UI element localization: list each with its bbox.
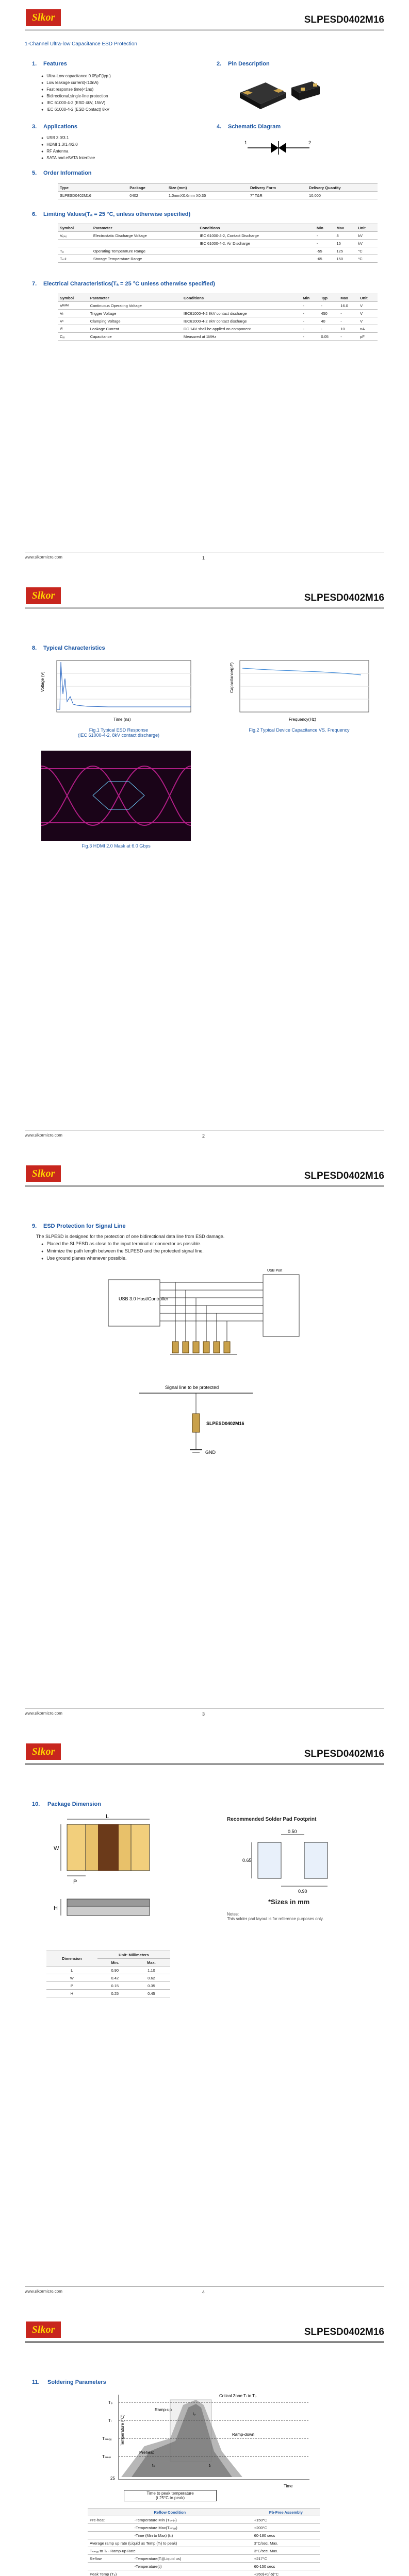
table-row: [58, 232, 378, 240]
table-cell: Reflow: [88, 2555, 133, 2563]
table-cell: [198, 255, 315, 263]
table-header: Size (mm): [167, 184, 248, 192]
device-label: SLPESD0402M16: [206, 1421, 244, 1426]
ts-label: tₛ: [152, 2463, 155, 2468]
page-2: [0, 578, 409, 1156]
table-cell: 7" T&R: [248, 192, 307, 199]
table-cell: SLPESD0402M16: [58, 192, 127, 199]
notes: Notes: This solder pad layout is for reference purposes only.: [227, 1912, 324, 1921]
table-cell: 3°C/sec. Max.: [252, 2547, 320, 2555]
table-cell: 15: [335, 240, 356, 247]
table-cell: Capacitance: [88, 333, 182, 341]
usb-port-label: USB Port: [267, 1269, 283, 1273]
table-cell: kV: [356, 232, 378, 240]
footer-url-link[interactable]: www.slkormicro.com: [25, 555, 62, 560]
part-number: SLPESD0402M16: [304, 1171, 384, 1181]
table-cell: 0.15: [97, 1982, 133, 1990]
table-cell: Tₐ: [58, 247, 91, 255]
table-row: [58, 333, 378, 341]
list-item: ● SATA and eSATA Interface: [41, 155, 95, 162]
table-cell: -: [319, 302, 338, 310]
table-cell: Leakage Current: [88, 325, 182, 333]
table-cell: V: [358, 310, 378, 317]
table-cell: 0402: [127, 192, 167, 199]
table-cell: 0.45: [133, 1990, 170, 1997]
table-cell: Pre-heat: [88, 2516, 133, 2524]
table-header: Max: [335, 224, 356, 232]
table-cell: Electrostatic Discharge Voltage: [91, 232, 198, 240]
list-item: ● USB 3.0/3.1: [41, 135, 95, 142]
table-cell: IEC61000-4-2 8kV contact discharge: [182, 317, 301, 325]
section-applications: 3. Applications: [32, 124, 78, 130]
table-cell: V: [358, 317, 378, 325]
table-header: Conditions: [198, 224, 315, 232]
table-cell: [88, 2563, 133, 2570]
schematic-diagram: [242, 135, 315, 161]
table-header: Max.: [133, 1959, 170, 1967]
header-rule: [25, 1185, 384, 1187]
y-axis-label: Voltage (V): [40, 671, 45, 692]
table-cell: Clamping Voltage: [88, 317, 182, 325]
table-header: Type: [58, 184, 127, 192]
tp-label: Tₚ: [108, 2400, 113, 2405]
dim-p-label: P: [73, 1879, 77, 1885]
table-cell: -Time (Min to Max) (tₛ): [133, 2532, 252, 2539]
t25-label: 25: [110, 2476, 115, 2481]
table-cell: -: [301, 325, 319, 333]
table-row: [46, 1982, 170, 1990]
list-item: ● Use ground planes whenever possible.: [41, 1255, 204, 1262]
table-cell: [198, 247, 315, 255]
table-cell: -Temperature(tₗ): [133, 2563, 252, 2570]
table-row: [58, 192, 378, 199]
package-image: [235, 72, 322, 113]
table-header: Conditions: [182, 294, 301, 302]
table-header: Delivery Quantity: [307, 184, 378, 192]
section-package-dimension: 10. Package Dimension: [32, 1801, 101, 1807]
brand-logo: Slkor: [26, 2321, 61, 2338]
header-rule: [25, 29, 384, 30]
page-number: 1: [202, 555, 205, 561]
table-header: Delivery Form: [248, 184, 307, 192]
section-limiting-values: 6. Limiting Values(Tₐ = 25 °C, unless otherwise specified): [32, 211, 191, 217]
page-4: [0, 1734, 409, 2312]
list-item: ● Minimize the path length between the SLPESD and the protected signal line.: [41, 1248, 204, 1255]
hdmi-eye-diagram: [41, 751, 191, 841]
table-row: [58, 325, 378, 333]
footprint-drawing: [242, 1827, 356, 1894]
table-row: [88, 2570, 320, 2576]
table-row: [46, 1974, 170, 1982]
features-list: [41, 73, 111, 113]
table-header: Min: [301, 294, 319, 302]
table-cell: 450: [319, 310, 338, 317]
list-item: ● Placed the SLPESD as close to the input terminal or connector as possible.: [41, 1241, 204, 1248]
table-cell: Measured at 1MHz: [182, 333, 301, 341]
brand-logo: Slkor: [26, 1165, 61, 1182]
table-cell: -Temperature Max(Tₛₘₐₓ): [133, 2524, 252, 2532]
page-3: [0, 1156, 409, 1734]
header-rule: [25, 607, 384, 608]
table-header: Dimension: [46, 1951, 97, 1967]
section-esd-protection: 9. ESD Protection for Signal Line: [32, 1223, 126, 1229]
table-header: Parameter: [88, 294, 182, 302]
table-cell: -65: [315, 255, 335, 263]
figure-caption: Fig.3 HDMI 2.0 Mask at 6.0 Gbps: [81, 843, 151, 849]
table-row: [46, 1967, 170, 1974]
table-cell: -: [338, 310, 358, 317]
table-cell: 0.62: [133, 1974, 170, 1982]
table-cell: 0.90: [97, 1967, 133, 1974]
fp-width-dim: 0.90: [298, 1889, 307, 1894]
page-subtitle: 1-Channel Ultra-low Capacitance ESD Protection: [25, 41, 137, 47]
table-cell: Peak Temp (Tₚ): [88, 2570, 252, 2576]
table-header: Symbol: [58, 224, 91, 232]
fp-gap-dim: 0.50: [288, 1829, 297, 1834]
esd-response-chart: [36, 658, 201, 725]
table-cell: Tₛₜᵍ: [58, 255, 91, 263]
table-cell: Vᴿᵂᴹ: [58, 302, 88, 310]
section-electrical: 7. Electrical Characteristics(Tₐ = 25 °C unless otherwise specified): [32, 281, 215, 287]
table-cell: 8: [335, 232, 356, 240]
table-cell: +150°C: [252, 2516, 320, 2524]
usb-circuit-diagram: [103, 1264, 320, 1367]
table-header: Unit: [358, 294, 378, 302]
table-cell: 125: [335, 247, 356, 255]
table-cell: [88, 2532, 133, 2539]
table-cell: -: [301, 333, 319, 341]
table-cell: Operating Temperature Range: [91, 247, 198, 255]
table-row: [88, 2547, 320, 2555]
table-cell: nA: [358, 325, 378, 333]
list-item: ● HDMI 1.3/1.4/2.0: [41, 142, 95, 148]
table-row: [88, 2555, 320, 2563]
footer-url-link[interactable]: www.slkormicro.com: [25, 1133, 62, 1138]
dim-w-label: W: [54, 1845, 59, 1852]
table-cell: 10: [338, 325, 358, 333]
pin2-label: 2: [308, 140, 312, 145]
table-cell: Vᶜ: [58, 317, 88, 325]
table-cell: -: [301, 302, 319, 310]
guideline-list: [41, 1241, 204, 1262]
critical-zone-label: Critical Zone Tₗ to Tₚ: [219, 2394, 257, 2398]
table-cell: P: [46, 1982, 97, 1990]
table-cell: 3°C/sec. Max.: [252, 2539, 320, 2547]
ramp-down-label: Ramp-down: [232, 2432, 255, 2437]
table-row: [88, 2516, 320, 2524]
table-cell: -: [338, 333, 358, 341]
table-cell: 60-150 secs: [252, 2563, 320, 2570]
list-item: ● Fast response time(<1ns): [41, 87, 111, 93]
y-axis-label: Capacitance(pF): [230, 662, 234, 693]
list-item: ● Ultra-Low capacitance 0.05pF(typ.): [41, 73, 111, 80]
table-header: Pb-Free Assembly: [252, 2509, 320, 2516]
fp-height-dim: 0.65: [242, 1858, 252, 1863]
part-number: SLPESD0402M16: [304, 592, 384, 603]
table-cell: +200°C: [252, 2524, 320, 2532]
table-cell: Trigger Voltage: [88, 310, 182, 317]
dim-h-label: H: [54, 1905, 58, 1911]
tl-time-label: tₗ: [209, 2463, 211, 2468]
table-cell: -Temperature(Tₗ)(Liquid us): [133, 2555, 252, 2563]
table-cell: -: [338, 317, 358, 325]
table-row: [58, 310, 378, 317]
footer-url-link[interactable]: www.slkormicro.com: [25, 1711, 62, 1716]
table-cell: [182, 302, 301, 310]
list-item: ● IEC 61000-4-2 (ESD Contact) 8kV: [41, 107, 111, 113]
table-cell: 0.25: [97, 1990, 133, 1997]
time-to-peak-label: Time to peak temperature (t 25°C to peak): [124, 2490, 217, 2501]
table-cell: DC 14V shall be applied on component: [182, 325, 301, 333]
tsmax-label: Tₛₘₐₓ: [102, 2436, 112, 2441]
table-header: Min: [315, 224, 335, 232]
header-rule: [25, 1763, 384, 1765]
table-header: Parameter: [91, 224, 198, 232]
table-cell: +217°C: [252, 2555, 320, 2563]
table-cell: -: [315, 232, 335, 240]
signal-line-diagram: [129, 1383, 299, 1465]
table-cell: IEC 61000-4-2, Contact Discharge: [198, 232, 315, 240]
part-number: SLPESD0402M16: [304, 14, 384, 25]
table-header: Typ: [319, 294, 338, 302]
table-header: Symbol: [58, 294, 88, 302]
table-cell: 40: [319, 317, 338, 325]
order-table: [58, 183, 378, 199]
section-pin-description: 2. Pin Description: [217, 61, 270, 67]
sizes-note: *Sizes in mm: [268, 1898, 310, 1906]
preheat-label: Preheat: [139, 2450, 154, 2455]
x-axis-label: Frequency(Hz): [289, 717, 316, 722]
dimension-table: [46, 1951, 170, 1997]
table-cell: Average ramp up rate (Liquid us Temp (Tₗ) to peak): [88, 2539, 252, 2547]
table-row: [88, 2539, 320, 2547]
brand-logo: Slkor: [26, 9, 61, 26]
gnd-label: GND: [205, 1450, 216, 1455]
capacitance-chart: [217, 658, 377, 725]
table-cell: Tₛₘₐₓ to Tₗ - Ramp-up Rate: [88, 2547, 252, 2555]
section-soldering: 11. Soldering Parameters: [32, 2379, 106, 2385]
table-row: [58, 240, 378, 247]
table-cell: -: [319, 325, 338, 333]
tsmin-label: Tₛₘᵢₙ: [102, 2454, 111, 2459]
applications-list: [41, 135, 95, 162]
page-5: [0, 2312, 409, 2576]
table-row: [58, 255, 378, 263]
page-number: 4: [202, 2290, 205, 2295]
table-cell: Iᴿ: [58, 325, 88, 333]
table-cell: IEC61000-4-2 8kV contact discharge: [182, 310, 301, 317]
table-cell: 1.0mmX0.6mm X0.35: [167, 192, 248, 199]
usb-host-label: USB 3.0 Host/Controller: [119, 1296, 169, 1301]
tp-time-label: tₚ: [193, 2412, 196, 2416]
electrical-table: [58, 294, 378, 341]
table-cell: kV: [356, 240, 378, 247]
table-header: Max: [338, 294, 358, 302]
table-cell: 16.0: [338, 302, 358, 310]
page-number: 2: [202, 1133, 205, 1139]
list-item: ● Low leakage current(<10nA): [41, 80, 111, 87]
table-cell: [91, 240, 198, 247]
table-cell: 0.42: [97, 1974, 133, 1982]
brand-logo: Slkor: [26, 587, 61, 604]
table-cell: IEC 61000-4-2, Air Discharge: [198, 240, 315, 247]
table-cell: 1.10: [133, 1967, 170, 1974]
signal-line-label: Signal line to be protected: [165, 1385, 219, 1390]
list-item: ● IEC 61000-4-2 (ESD 4kV, 15kV): [41, 100, 111, 107]
list-item: ● Bidirectional,single-line protection: [41, 93, 111, 100]
dim-l-label: L: [106, 1814, 109, 1820]
table-cell: -Temperature Min (Tₛₘᵢₙ): [133, 2516, 252, 2524]
table-row: [88, 2532, 320, 2539]
x-axis-label: Time: [284, 2484, 293, 2488]
table-row: [88, 2563, 320, 2570]
table-cell: Vₑₛₑ: [58, 232, 91, 240]
section-schematic: 4. Schematic Diagram: [217, 124, 281, 130]
table-header: Min.: [97, 1959, 133, 1967]
table-cell: 0.05: [319, 333, 338, 341]
x-axis-label: Time (ns): [113, 717, 131, 722]
header-rule: [25, 2341, 384, 2343]
part-number: SLPESD0402M16: [304, 1749, 384, 1759]
table-cell: -: [301, 310, 319, 317]
table-row: [88, 2524, 320, 2532]
page-number: 3: [202, 1711, 205, 1717]
table-cell: -55: [315, 247, 335, 255]
table-cell: -: [301, 317, 319, 325]
section-typical-characteristics: 8. Typical Characteristics: [32, 645, 105, 651]
footer-url-link[interactable]: www.slkormicro.com: [25, 2289, 62, 2294]
table-cell: °C: [356, 255, 378, 263]
table-cell: Continuous Operating Voltage: [88, 302, 182, 310]
table-header: Reflow Condition: [88, 2509, 252, 2516]
footprint-title: Recommended Solder Pad Footprint: [227, 1817, 317, 1822]
limits-table: [58, 224, 378, 263]
part-number: SLPESD0402M16: [304, 2327, 384, 2337]
table-cell: Vₜ: [58, 310, 88, 317]
table-cell: W: [46, 1974, 97, 1982]
table-cell: pF: [358, 333, 378, 341]
table-row: [58, 317, 378, 325]
table-row: [58, 302, 378, 310]
table-cell: H: [46, 1990, 97, 1997]
table-cell: Cᵢₒ: [58, 333, 88, 341]
table-cell: [88, 2524, 133, 2532]
table-cell: 0.35: [133, 1982, 170, 1990]
figure-caption: Fig.2 Typical Device Capacitance VS. Frequency: [249, 727, 350, 733]
reflow-profile-diagram: [93, 2389, 315, 2493]
table-cell: °C: [356, 247, 378, 255]
table-cell: [58, 240, 91, 247]
table-header: Package: [127, 184, 167, 192]
section-features: 1. Features: [32, 61, 67, 67]
tl-label: Tₗ: [108, 2418, 112, 2423]
table-cell: Storage Temperature Range: [91, 255, 198, 263]
page-1: [0, 0, 409, 578]
table-cell: 150: [335, 255, 356, 263]
section-order-info: 5. Order Information: [32, 170, 92, 176]
table-cell: 60-180 secs: [252, 2532, 320, 2539]
y-axis-label: Temperature (°C): [120, 2414, 125, 2446]
table-cell: L: [46, 1967, 97, 1974]
package-drawing: [46, 1814, 170, 1943]
table-cell: 10,000: [307, 192, 378, 199]
table-cell: V: [358, 302, 378, 310]
table-cell: +260(+0/-5)°C: [252, 2570, 320, 2576]
pin1-label: 1: [244, 140, 248, 145]
table-cell: -: [315, 240, 335, 247]
table-header: Unit: [356, 224, 378, 232]
table-row: [58, 247, 378, 255]
table-header: Unit: Millimeters: [97, 1951, 170, 1959]
table-row: [46, 1990, 170, 1997]
ramp-up-label: Ramp-up: [155, 2408, 172, 2412]
list-item: ● RF Antenna: [41, 148, 95, 155]
reflow-table: [88, 2508, 320, 2576]
brand-logo: Slkor: [26, 1743, 61, 1760]
body-text: The SLPESD is designed for the protection of one bidirectional data line from ESD damage.: [36, 1234, 225, 1239]
figure-caption: Fig.1 Typical ESD Response (IEC 61000-4-2, 8kV contact discharge): [77, 727, 160, 738]
